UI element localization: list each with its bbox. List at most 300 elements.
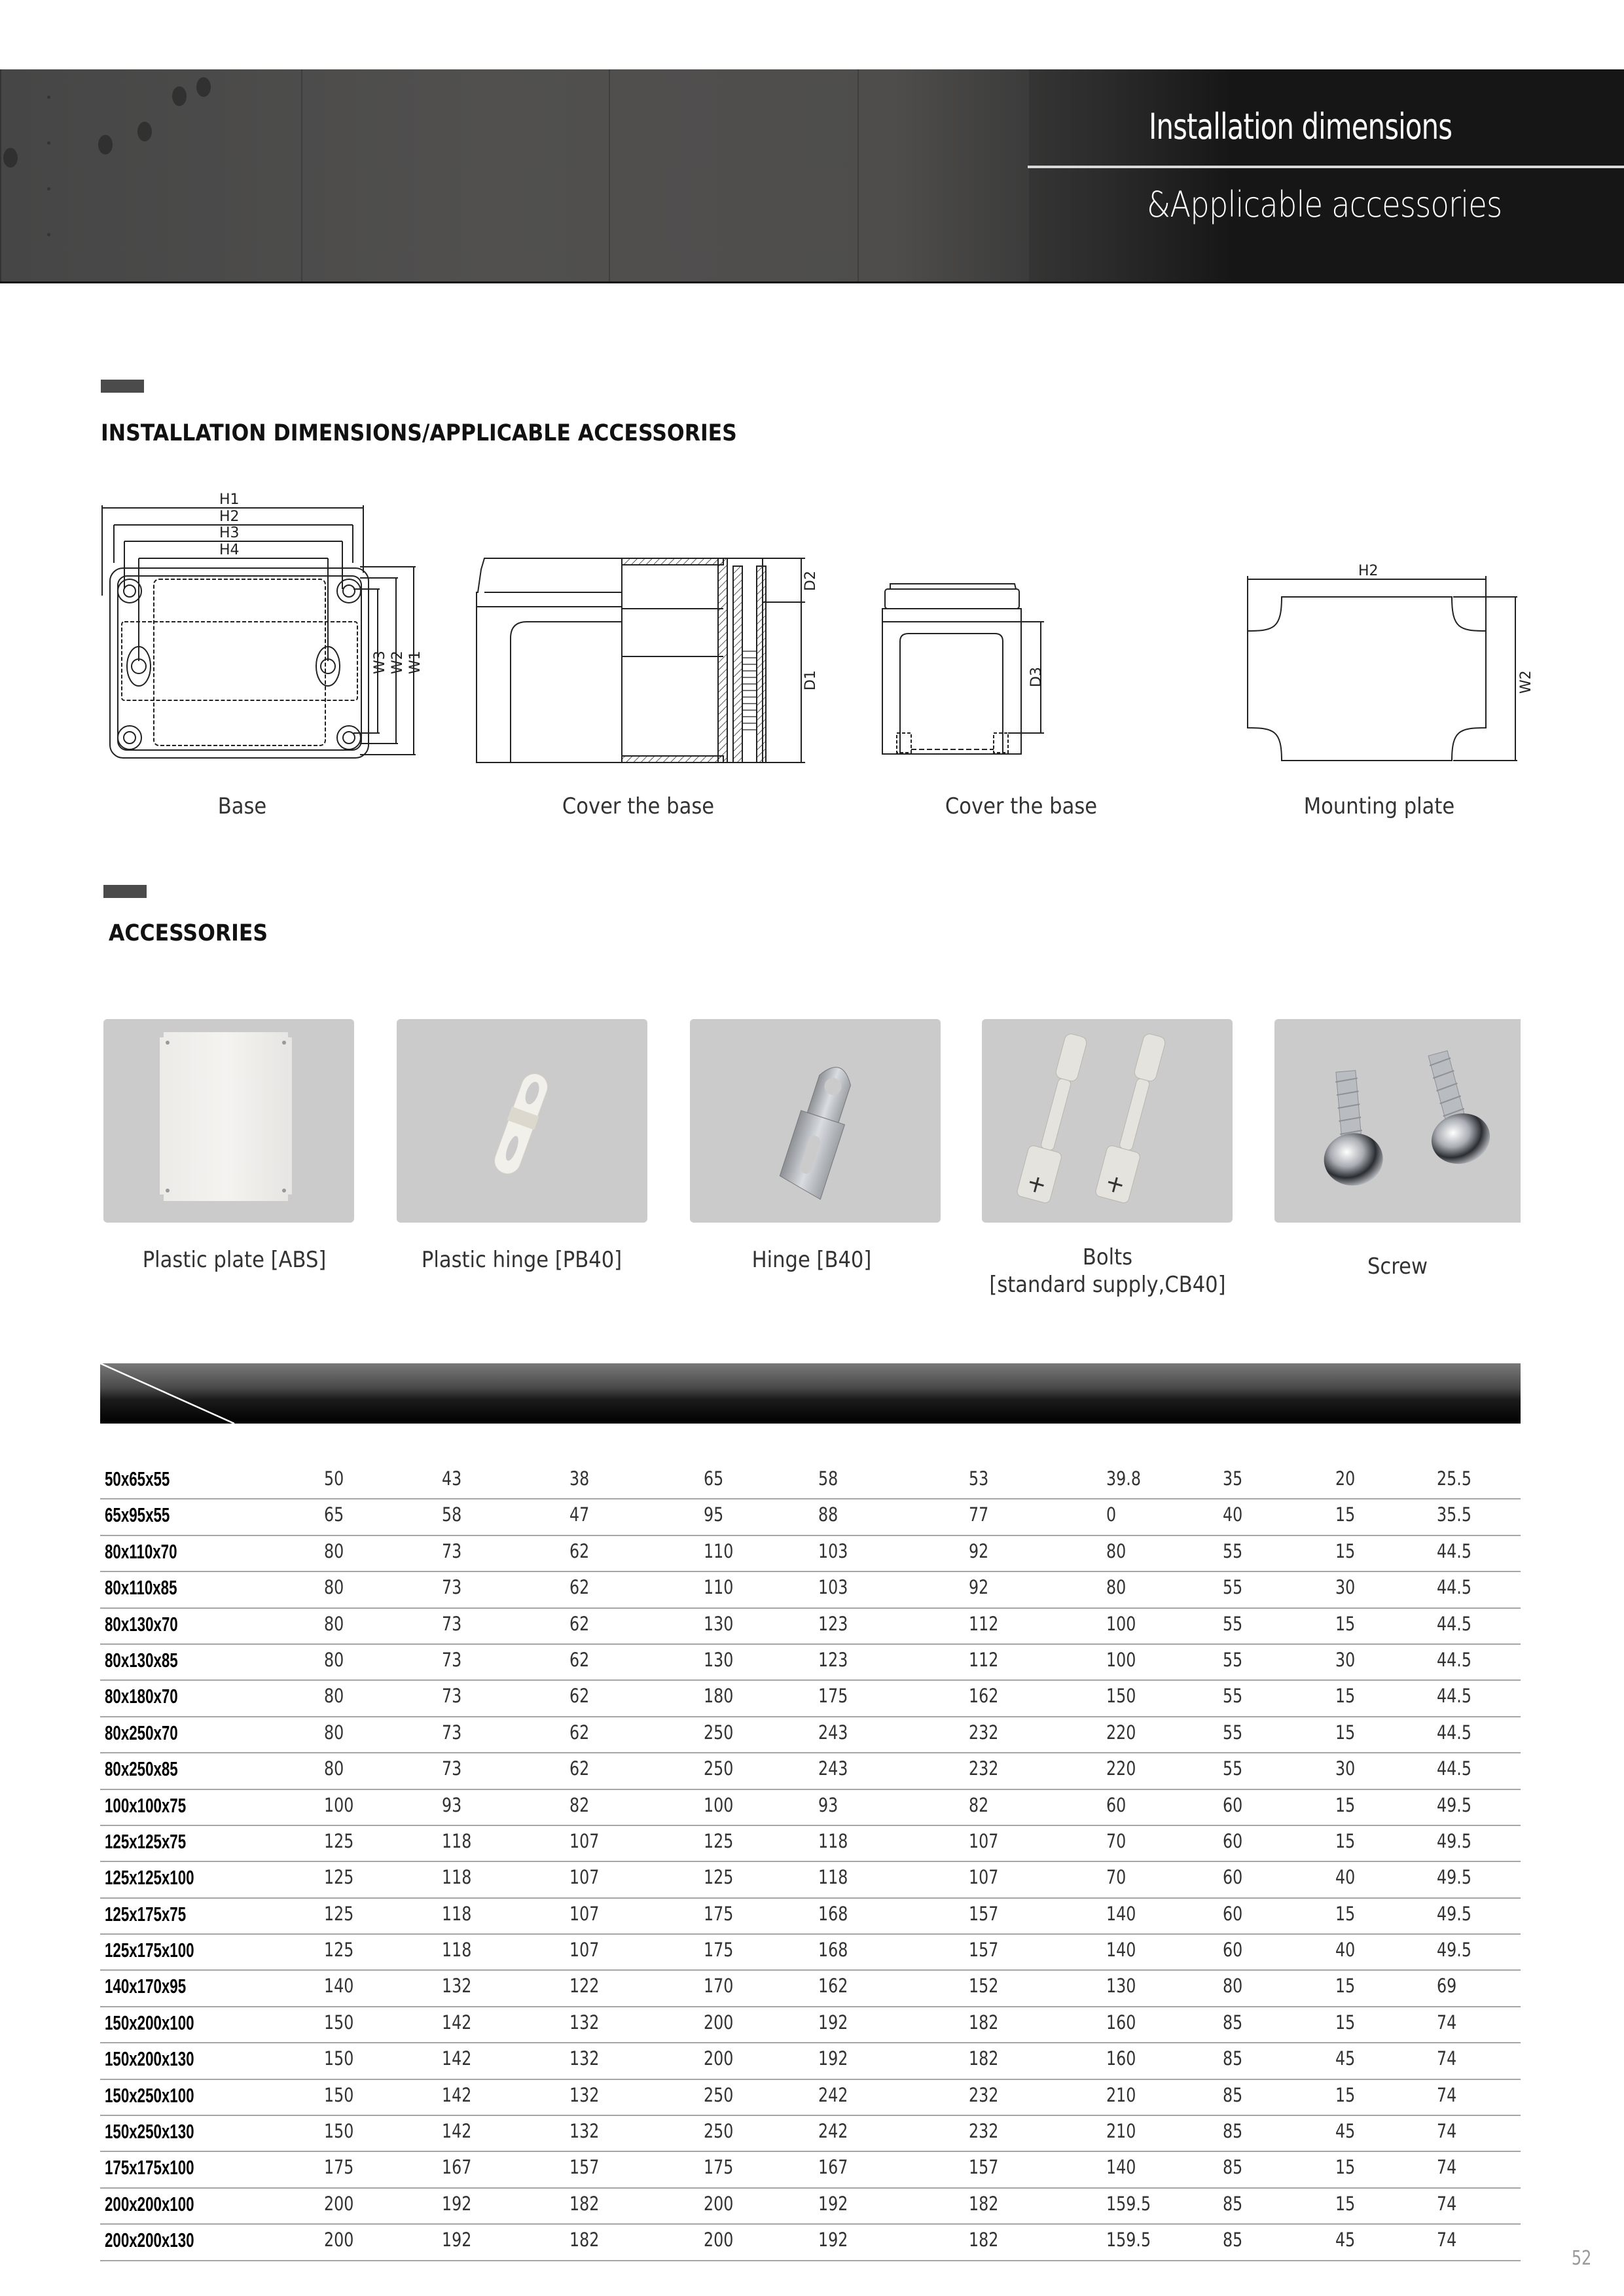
cell-value-col-5: 192 — [818, 2011, 848, 2034]
accessory-label-plastic-hinge: Plastic hinge [PB40] — [421, 1247, 623, 1273]
cell-value-col-8: 35 — [1223, 1467, 1243, 1490]
cell-value-col-4: 125 — [704, 1829, 734, 1852]
table-header-bar — [100, 1363, 1521, 1424]
cell-value-col-8: 85 — [1223, 2083, 1243, 2106]
cell-value-col-4: 200 — [704, 2192, 734, 2215]
cell-value-col-2: 192 — [442, 2192, 472, 2215]
cell-value-col-4: 200 — [704, 2011, 734, 2034]
cell-value-col-9: 40 — [1335, 1939, 1356, 1962]
cell-value-col-6: 182 — [969, 2011, 999, 2034]
banner-bolt — [172, 86, 187, 106]
cell-value-col-4: 170 — [704, 1975, 734, 1998]
cell-value-col-1: 200 — [324, 2192, 354, 2215]
cell-value-col-1: 80 — [324, 1539, 344, 1562]
section-title-accessories: ACCESSORIES — [109, 920, 268, 946]
cell-value-col-1: 125 — [324, 1902, 354, 1925]
cell-value-col-1: 150 — [324, 2047, 354, 2070]
cell-value-col-3: 157 — [569, 2156, 600, 2179]
cell-value-col-8: 55 — [1223, 1648, 1243, 1671]
banner-dot — [47, 96, 50, 99]
cell-value-col-6: 92 — [969, 1576, 989, 1599]
cell-value-col-6: 53 — [969, 1467, 989, 1490]
cell-value-col-2: 73 — [442, 1648, 462, 1671]
table-row — [100, 2007, 1521, 2043]
dim-label-w1: W1 — [407, 651, 424, 674]
plastic-plate-photo-icon — [103, 1019, 354, 1223]
cell-value-col-9: 15 — [1335, 2083, 1356, 2106]
cell-value-col-3: 62 — [569, 1539, 590, 1562]
cell-value-col-5: 168 — [818, 1939, 848, 1962]
cell-value-col-1: 125 — [324, 1866, 354, 1889]
cell-value-col-4: 130 — [704, 1612, 734, 1635]
cell-model: 50x65x55 — [105, 1467, 170, 1490]
cell-value-col-5: 123 — [818, 1612, 848, 1635]
cell-value-col-9: 30 — [1335, 1576, 1356, 1599]
cell-value-col-5: 175 — [818, 1685, 848, 1708]
cell-model: 175x175x100 — [105, 2156, 194, 2179]
cell-value-col-5: 167 — [818, 2156, 848, 2179]
cell-value-col-1: 100 — [324, 1793, 354, 1816]
table-row — [100, 1536, 1521, 1572]
cell-value-col-6: 82 — [969, 1793, 989, 1816]
cell-value-col-8: 85 — [1223, 2011, 1243, 2034]
cell-value-col-9: 15 — [1335, 1539, 1356, 1562]
cell-value-col-9: 40 — [1335, 1866, 1356, 1889]
cell-value-col-10: 44.5 — [1437, 1648, 1471, 1671]
cell-model: 150x250x100 — [105, 2083, 194, 2107]
cell-value-col-1: 65 — [324, 1503, 344, 1526]
cell-value-col-2: 73 — [442, 1685, 462, 1708]
caption-base: Base — [217, 793, 267, 819]
cell-value-col-9: 20 — [1335, 1467, 1356, 1490]
cell-value-col-5: 168 — [818, 1902, 848, 1925]
accessory-label-screw: Screw — [1367, 1253, 1428, 1280]
table-row — [100, 1645, 1521, 1681]
cell-value-col-10: 74 — [1437, 2047, 1457, 2070]
cell-value-col-4: 250 — [704, 2083, 734, 2106]
accessory-card-bolts — [982, 1019, 1233, 1223]
cell-value-col-5: 103 — [818, 1539, 848, 1562]
cell-value-col-7: 220 — [1106, 1757, 1136, 1780]
cell-value-col-6: 232 — [969, 1721, 999, 1744]
cell-value-col-10: 74 — [1437, 2120, 1457, 2143]
cell-value-col-10: 49.5 — [1437, 1866, 1471, 1889]
cell-value-col-10: 49.5 — [1437, 1902, 1471, 1925]
cell-value-col-10: 74 — [1437, 2011, 1457, 2034]
accessory-card-hinge — [690, 1019, 941, 1223]
cell-value-col-7: 140 — [1106, 1902, 1136, 1925]
banner-bolt — [196, 77, 211, 97]
section-marker — [103, 885, 147, 898]
cell-model: 80x250x85 — [105, 1757, 178, 1781]
cell-value-col-10: 25.5 — [1437, 1467, 1471, 1490]
drawing-mounting-plate — [1244, 563, 1532, 772]
cell-value-col-1: 150 — [324, 2083, 354, 2106]
cell-value-col-1: 125 — [324, 1829, 354, 1852]
banner-title: Installation dimensions — [1149, 106, 1453, 147]
dim-label-d2: D2 — [803, 571, 819, 591]
cell-value-col-4: 100 — [704, 1793, 734, 1816]
cell-model: 80x130x70 — [105, 1612, 178, 1636]
cell-value-col-1: 200 — [324, 2229, 354, 2251]
cell-value-col-2: 73 — [442, 1757, 462, 1780]
cell-value-col-5: 243 — [818, 1721, 848, 1744]
table-row — [100, 2080, 1521, 2116]
dim-label-h1: H1 — [219, 492, 240, 508]
cell-value-col-5: 103 — [818, 1576, 848, 1599]
cell-value-col-7: 210 — [1106, 2120, 1136, 2143]
screw-photo-icon — [1274, 1019, 1521, 1223]
banner-bolt — [137, 122, 152, 141]
cell-value-col-10: 74 — [1437, 2083, 1457, 2106]
cell-value-col-9: 15 — [1335, 1685, 1356, 1708]
cell-value-col-3: 107 — [569, 1902, 600, 1925]
cell-value-col-6: 232 — [969, 2083, 999, 2106]
cell-value-col-1: 150 — [324, 2011, 354, 2034]
cell-model: 140x170x95 — [105, 1975, 187, 1998]
accessory-card-plastic-hinge — [397, 1019, 647, 1223]
cell-value-col-7: 70 — [1106, 1829, 1127, 1852]
cell-value-col-9: 30 — [1335, 1757, 1356, 1780]
cell-value-col-4: 250 — [704, 2120, 734, 2143]
dim-label-d3: D3 — [1028, 667, 1045, 687]
cell-value-col-9: 15 — [1335, 1829, 1356, 1852]
cell-value-col-4: 175 — [704, 1939, 734, 1962]
cell-value-col-7: 159.5 — [1106, 2229, 1151, 2251]
cell-value-col-8: 55 — [1223, 1757, 1243, 1780]
banner-subtitle: &Applicable accessories — [1147, 184, 1502, 225]
table-row — [100, 2116, 1521, 2152]
cell-value-col-10: 44.5 — [1437, 1576, 1471, 1599]
cell-model: 125x175x75 — [105, 1902, 187, 1926]
keyhole-mounts — [127, 647, 340, 686]
banner-photo-enclosure — [301, 69, 610, 281]
cell-value-col-2: 93 — [442, 1793, 462, 1816]
cell-value-col-9: 15 — [1335, 1612, 1356, 1635]
cell-value-col-10: 69 — [1437, 1975, 1457, 1998]
cell-value-col-8: 55 — [1223, 1721, 1243, 1744]
table-row — [100, 2152, 1521, 2188]
cell-value-col-1: 80 — [324, 1721, 344, 1744]
cell-value-col-8: 85 — [1223, 2047, 1243, 2070]
plastic-hinge-photo-icon — [397, 1019, 647, 1223]
cell-value-col-7: 100 — [1106, 1648, 1136, 1671]
cell-value-col-2: 118 — [442, 1902, 472, 1925]
dimensions-table — [100, 1463, 1521, 2261]
cell-value-col-10: 44.5 — [1437, 1612, 1471, 1635]
caption-mounting-plate: Mounting plate — [1303, 793, 1455, 819]
table-row — [100, 1572, 1521, 1608]
cell-value-col-5: 93 — [818, 1793, 839, 1816]
cell-value-col-7: 70 — [1106, 1866, 1127, 1889]
cell-value-col-8: 85 — [1223, 2229, 1243, 2251]
cell-value-col-9: 15 — [1335, 2192, 1356, 2215]
cell-value-col-3: 82 — [569, 1793, 590, 1816]
dim-label-w2: W2 — [389, 651, 406, 674]
drawing-cover-section — [465, 553, 818, 769]
cell-value-col-2: 192 — [442, 2229, 472, 2251]
cell-value-col-7: 220 — [1106, 1721, 1136, 1744]
cell-value-col-8: 60 — [1223, 1939, 1243, 1962]
cell-value-col-9: 15 — [1335, 2156, 1356, 2179]
cell-value-col-10: 74 — [1437, 2156, 1457, 2179]
cell-value-col-1: 175 — [324, 2156, 354, 2179]
caption-cover-front: Cover the base — [945, 793, 1098, 819]
cell-value-col-10: 49.5 — [1437, 1939, 1471, 1962]
cell-value-col-9: 15 — [1335, 1721, 1356, 1744]
cell-value-col-3: 132 — [569, 2083, 600, 2106]
cell-value-col-6: 157 — [969, 1902, 999, 1925]
cell-value-col-6: 182 — [969, 2047, 999, 2070]
cell-value-col-1: 80 — [324, 1685, 344, 1708]
cell-value-col-3: 107 — [569, 1829, 600, 1852]
cell-value-col-8: 55 — [1223, 1539, 1243, 1562]
cell-value-col-1: 125 — [324, 1939, 354, 1962]
cell-value-col-4: 200 — [704, 2047, 734, 2070]
cell-value-col-7: 0 — [1106, 1503, 1117, 1526]
cell-value-col-7: 80 — [1106, 1576, 1127, 1599]
cell-value-col-6: 107 — [969, 1866, 999, 1889]
cell-value-col-9: 15 — [1335, 2011, 1356, 2034]
cell-value-col-4: 125 — [704, 1866, 734, 1889]
cell-value-col-6: 157 — [969, 2156, 999, 2179]
banner-divider — [1028, 166, 1624, 168]
banner-bolt — [3, 148, 18, 168]
cell-value-col-5: 118 — [818, 1829, 848, 1852]
cell-model: 100x100x75 — [105, 1793, 187, 1817]
cell-value-col-8: 60 — [1223, 1829, 1243, 1852]
bolts-photo-icon — [982, 1019, 1233, 1223]
banner-photo-enclosure — [857, 69, 1029, 281]
accessory-label-bolts: Bolts — [1082, 1244, 1133, 1270]
cell-value-col-3: 62 — [569, 1757, 590, 1780]
cell-model: 80x130x85 — [105, 1648, 178, 1672]
table-row — [100, 1681, 1521, 1717]
cell-model: 150x200x130 — [105, 2047, 194, 2071]
cell-value-col-6: 182 — [969, 2192, 999, 2215]
dim-label-h3: H3 — [219, 525, 240, 541]
cell-value-col-10: 44.5 — [1437, 1685, 1471, 1708]
table-row — [100, 1971, 1521, 2007]
plate-outline — [1248, 597, 1486, 761]
cell-value-col-7: 210 — [1106, 2083, 1136, 2106]
cell-value-col-1: 80 — [324, 1648, 344, 1671]
cell-value-col-1: 80 — [324, 1576, 344, 1599]
cell-value-col-3: 62 — [569, 1721, 590, 1744]
cell-value-col-9: 45 — [1335, 2229, 1356, 2251]
cell-value-col-4: 110 — [704, 1576, 734, 1599]
cell-value-col-5: 88 — [818, 1503, 839, 1526]
accessory-label-plastic-plate: Plastic plate [ABS] — [142, 1247, 327, 1273]
cell-value-col-4: 175 — [704, 2156, 734, 2179]
banner-photo-enclosure — [609, 69, 859, 281]
cell-value-col-2: 132 — [442, 1975, 472, 1998]
cell-model: 125x125x75 — [105, 1829, 187, 1853]
cell-value-col-2: 73 — [442, 1612, 462, 1635]
drawing-base — [98, 491, 425, 766]
table-row — [100, 2043, 1521, 2079]
cell-value-col-5: 192 — [818, 2229, 848, 2251]
cell-model: 80x110x85 — [105, 1576, 177, 1600]
cell-model: 80x180x70 — [105, 1685, 178, 1708]
cell-value-col-6: 112 — [969, 1612, 999, 1635]
table-row — [100, 1609, 1521, 1645]
cell-value-col-10: 44.5 — [1437, 1721, 1471, 1744]
cell-model: 150x250x130 — [105, 2120, 194, 2144]
cell-value-col-4: 175 — [704, 1902, 734, 1925]
cell-value-col-6: 92 — [969, 1539, 989, 1562]
section-marker — [101, 380, 144, 393]
cell-value-col-2: 118 — [442, 1866, 472, 1889]
cell-value-col-1: 50 — [324, 1467, 344, 1490]
cell-value-col-8: 60 — [1223, 1793, 1243, 1816]
cell-value-col-3: 38 — [569, 1467, 590, 1490]
cell-value-col-8: 55 — [1223, 1685, 1243, 1708]
table-row — [100, 2225, 1521, 2261]
cell-value-col-3: 132 — [569, 2047, 600, 2070]
cell-model: 65x95x55 — [105, 1503, 170, 1527]
page-number: 52 — [1571, 2247, 1592, 2270]
cell-value-col-10: 49.5 — [1437, 1829, 1471, 1852]
accessory-card-plastic-plate — [103, 1019, 354, 1223]
cell-value-col-10: 44.5 — [1437, 1539, 1471, 1562]
cell-value-col-5: 58 — [818, 1467, 839, 1490]
cell-model: 200x200x100 — [105, 2192, 194, 2215]
cover-front-outline — [882, 609, 1021, 754]
cell-value-col-9: 45 — [1335, 2047, 1356, 2070]
cell-value-col-2: 73 — [442, 1576, 462, 1599]
dim-label-h2: H2 — [219, 509, 240, 525]
cell-model: 125x125x100 — [105, 1866, 194, 1890]
table-row — [100, 1499, 1521, 1535]
cell-value-col-8: 85 — [1223, 2156, 1243, 2179]
cell-value-col-3: 132 — [569, 2120, 600, 2143]
accessory-card-screw — [1274, 1019, 1521, 1223]
cell-value-col-3: 182 — [569, 2229, 600, 2251]
cell-value-col-4: 95 — [704, 1503, 724, 1526]
metal-hinge-photo-icon — [690, 1019, 941, 1223]
cell-value-col-3: 62 — [569, 1576, 590, 1599]
cell-value-col-2: 142 — [442, 2047, 472, 2070]
drawing-cover-front — [877, 576, 1191, 772]
cell-value-col-7: 80 — [1106, 1539, 1127, 1562]
cell-value-col-7: 160 — [1106, 2047, 1136, 2070]
cell-value-col-4: 200 — [704, 2229, 734, 2251]
cell-value-col-7: 60 — [1106, 1793, 1127, 1816]
cell-model: 80x250x70 — [105, 1721, 178, 1744]
cell-value-col-8: 85 — [1223, 2192, 1243, 2215]
cell-value-col-6: 157 — [969, 1939, 999, 1962]
cell-value-col-2: 73 — [442, 1721, 462, 1744]
cell-value-col-9: 15 — [1335, 1902, 1356, 1925]
cell-value-col-2: 58 — [442, 1503, 462, 1526]
cell-value-col-5: 242 — [818, 2120, 848, 2143]
cell-value-col-7: 140 — [1106, 1939, 1136, 1962]
cell-value-col-1: 80 — [324, 1757, 344, 1780]
cell-value-col-10: 49.5 — [1437, 1793, 1471, 1816]
cell-value-col-6: 107 — [969, 1829, 999, 1852]
cell-value-col-5: 242 — [818, 2083, 848, 2106]
bolt-thread — [742, 651, 757, 730]
cell-value-col-4: 180 — [704, 1685, 734, 1708]
cell-model: 80x110x70 — [105, 1539, 177, 1563]
cell-value-col-6: 77 — [969, 1503, 989, 1526]
cell-value-col-7: 130 — [1106, 1975, 1136, 1998]
cell-value-col-4: 250 — [704, 1757, 734, 1780]
cell-value-col-9: 15 — [1335, 1793, 1356, 1816]
cell-value-col-7: 160 — [1106, 2011, 1136, 2034]
cell-value-col-2: 73 — [442, 1539, 462, 1562]
table-row — [100, 1717, 1521, 1753]
banner-dot — [47, 187, 50, 190]
accessory-label-hinge: Hinge [B40] — [751, 1247, 872, 1273]
cell-value-col-2: 118 — [442, 1939, 472, 1962]
table-row — [100, 1790, 1521, 1826]
cell-value-col-8: 60 — [1223, 1902, 1243, 1925]
cell-value-col-6: 182 — [969, 2229, 999, 2251]
cell-value-col-6: 232 — [969, 1757, 999, 1780]
banner-photo-enclosure — [0, 69, 302, 281]
banner-bolt — [98, 135, 113, 154]
cell-value-col-8: 80 — [1223, 1975, 1243, 1998]
dim-label-d1: D1 — [803, 670, 819, 691]
cell-model: 150x200x100 — [105, 2011, 194, 2034]
cell-value-col-4: 65 — [704, 1467, 724, 1490]
cell-model: 125x175x100 — [105, 1939, 194, 1962]
caption-cover-section: Cover the base — [562, 793, 715, 819]
table-row — [100, 1753, 1521, 1789]
cell-value-col-2: 167 — [442, 2156, 472, 2179]
cell-value-col-4: 250 — [704, 1721, 734, 1744]
cell-value-col-3: 47 — [569, 1503, 590, 1526]
cell-value-col-2: 118 — [442, 1829, 472, 1852]
cell-value-col-5: 118 — [818, 1866, 848, 1889]
cell-value-col-7: 140 — [1106, 2156, 1136, 2179]
banner-dot — [47, 233, 50, 236]
base-outline — [110, 568, 369, 758]
cell-value-col-5: 192 — [818, 2192, 848, 2215]
cell-value-col-4: 130 — [704, 1648, 734, 1671]
cell-model: 200x200x130 — [105, 2229, 194, 2252]
cell-value-col-10: 74 — [1437, 2192, 1457, 2215]
cell-value-col-3: 62 — [569, 1612, 590, 1635]
cell-value-col-9: 15 — [1335, 1503, 1356, 1526]
dim-label-w2-plate: W2 — [1518, 670, 1534, 694]
table-row — [100, 1935, 1521, 1971]
cell-value-col-2: 142 — [442, 2083, 472, 2106]
cell-value-col-3: 62 — [569, 1648, 590, 1671]
cell-value-col-8: 55 — [1223, 1612, 1243, 1635]
cell-value-col-5: 123 — [818, 1648, 848, 1671]
cell-value-col-10: 35.5 — [1437, 1503, 1471, 1526]
cell-value-col-6: 152 — [969, 1975, 999, 1998]
cell-value-col-9: 30 — [1335, 1648, 1356, 1671]
dim-label-w3: W3 — [372, 651, 388, 674]
cell-value-col-8: 40 — [1223, 1503, 1243, 1526]
table-row — [100, 1463, 1521, 1499]
cell-value-col-8: 85 — [1223, 2120, 1243, 2143]
cell-value-col-7: 39.8 — [1106, 1467, 1141, 1490]
cell-value-col-7: 100 — [1106, 1612, 1136, 1635]
cell-value-col-2: 142 — [442, 2011, 472, 2034]
cell-value-col-2: 43 — [442, 1467, 462, 1490]
table-row — [100, 1862, 1521, 1898]
cell-value-col-2: 142 — [442, 2120, 472, 2143]
table-row — [100, 1899, 1521, 1935]
accessory-label-bolts-detail: [standard supply,CB40] — [989, 1272, 1226, 1298]
cell-value-col-9: 45 — [1335, 2120, 1356, 2143]
cell-value-col-5: 162 — [818, 1975, 848, 1998]
